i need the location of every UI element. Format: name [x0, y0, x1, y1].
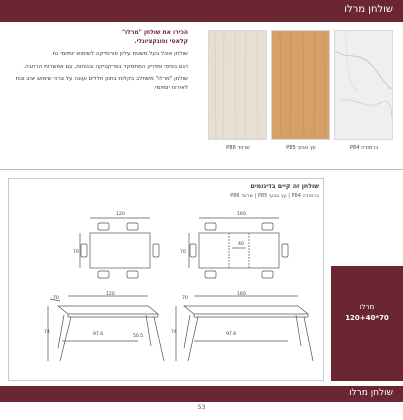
- swatch-caption-p86: שרווד P86: [226, 145, 250, 151]
- label-small-depth: 70: [73, 250, 79, 255]
- intro-text: [10, 29, 188, 97]
- label-ext-insert: 40: [238, 242, 244, 247]
- top-view-small: [80, 218, 159, 278]
- intro-paragraph-2: דגם בסיסי ומדויק המתמקד בפרקטיקה ובנוחות, עם אפשרות הרחבה.: [23, 63, 188, 70]
- model-side-block: [331, 266, 403, 381]
- label-side-small-depth: 70: [53, 296, 59, 301]
- swatch-caption-p84: ברמודה P84: [349, 145, 379, 151]
- label-side-small-base: 97.6: [93, 332, 104, 337]
- intro-heading: הכירו את שולחן "מרלו": [121, 29, 188, 36]
- label-side-small-height: 74: [44, 330, 50, 335]
- label-side-ext-depth: 70: [182, 296, 188, 301]
- header-bar: [0, 0, 403, 22]
- swatch-caption-p85: עץ טבעי P85: [286, 145, 316, 151]
- swatch-sherwood-p86: [208, 30, 267, 140]
- side-view-extended: [176, 296, 313, 361]
- header-title: שולחן מרלו: [344, 4, 393, 15]
- label-side-small-leg: 50.5: [133, 334, 144, 339]
- label-ext-width: 160: [237, 212, 246, 217]
- dimensions-title: שולחן זה קיים בדיגומים: [250, 183, 319, 190]
- label-side-small-width: 120: [106, 292, 115, 297]
- label-side-ext-height: 74: [171, 330, 177, 335]
- swatch-marble-p84: [334, 30, 393, 140]
- section-divider: [0, 169, 403, 170]
- page-number: 53: [197, 404, 206, 411]
- intro-paragraph-1: שולחן אוכל בעל משטח עליון פורמייקה לשימוש יומיומי נח: [52, 51, 188, 58]
- side-view-small: [48, 296, 164, 361]
- dimensions-subtitle: ברמודה P84 | עץ טבעי P85 | שרווד P86: [230, 193, 319, 199]
- footer-bar: [0, 386, 403, 402]
- swatch-oak-p85: [271, 30, 330, 140]
- label-ext-depth: 70: [180, 250, 186, 255]
- label-side-ext-base: 97.6: [226, 332, 237, 337]
- footer-title: שולחן מרלו: [349, 388, 393, 398]
- intro-paragraph-3: שולחן "מרלו" משתלב בקלות בתוון חללים ועונה על צרכי שימוש יציב ונוח לאירוח יומיומי.: [15, 76, 188, 91]
- top-view-extended: [189, 218, 288, 278]
- dimension-drawings: [8, 178, 324, 381]
- label-small-width: 120: [116, 212, 125, 217]
- model-name: מרלו: [359, 303, 375, 311]
- intro-heading-2: קלאסי ופונקציונלי.: [134, 37, 188, 45]
- model-size: 120+40*70: [345, 314, 389, 322]
- label-side-ext-width: 160: [237, 292, 246, 297]
